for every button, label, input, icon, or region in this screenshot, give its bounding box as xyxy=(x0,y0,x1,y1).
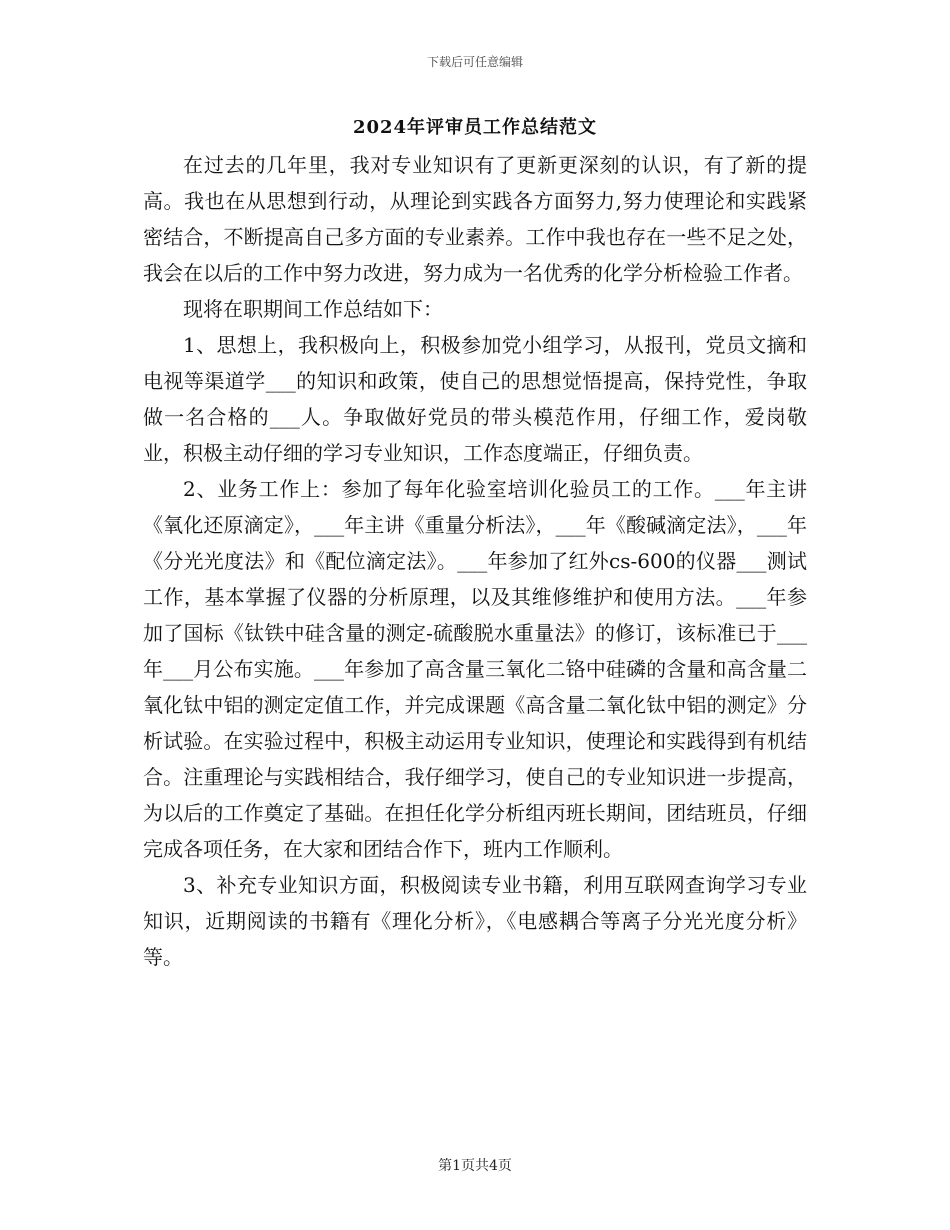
paragraph-knowledge: 3、补充专业知识方面，积极阅读专业书籍，利用互联网查询学习专业知识，近期阅读的书籍有《理化分析》，《电感耦合等离子分光光度分析》等。 xyxy=(143,873,807,969)
document-body xyxy=(143,147,807,975)
header-note: 下载后可任意编辑 xyxy=(426,55,523,69)
page-number: 第1页共4页 xyxy=(438,1158,512,1174)
paragraph-ideology: 1、思想上，我积极向上，积极参加党小组学习，从报刊，党员文摘和电视等渠道学___的知识和政策，使自己的思想觉悟提高，保持党性，争取做一名合格的___人。争取做好党员的带头模范作用，仔细工作，爱岗敬业，积极主动仔细的学习专业知识，工作态度端正，仔细负责。 xyxy=(143,333,807,465)
paragraph-business-work: 2、业务工作上：参加了每年化验室培训化验员工的工作。___年主讲《氧化还原滴定》，___年主讲《重量分析法》，___年《酸碱滴定法》，___年《分光光度法》和《配位滴定法》。___年参加了红外cs-600的仪器___测试工作，基本掌握了仪器的分析原理，以及其维修维护和使用方法。___年参加了国标《钛铁中硅含量的测定-硫酸脱水重量法》的修订，该标准已于___年___月公布实施。___年参加了高含量三氧化二铬中硅磷的含量和高含量二氧化钛中铝的测定定值工作，并完成课题《高含量二氧化钛中铝的测定》分析试验。在实验过程中，积极主动运用专业知识，使理论和实践得到有机结合。注重理论与实践相结合，我仔细学习，使自己的专业知识进一步提高，为以后的工作奠定了基础。在担任化学分析组丙班长期间，团结班员，仔细完成各项任务，在大家和团结合作下，班内工作顺利。 xyxy=(143,477,807,861)
paragraph-summary-lead: 现将在职期间工作总结如下： xyxy=(183,297,443,321)
paragraph-intro: 在过去的几年里，我对专业知识有了更新更深刻的认识，有了新的提高。我也在从思想到行动，从理论到实践各方面努力,努力使理论和实践紧密结合，不断提高自己多方面的专业素养。工作中我也存在一些不足之处，我会在以后的工作中努力改进，努力成为一名优秀的化学分析检验工作者。 xyxy=(143,153,807,285)
document-title: 2024年评审员工作总结范文 xyxy=(352,117,598,138)
